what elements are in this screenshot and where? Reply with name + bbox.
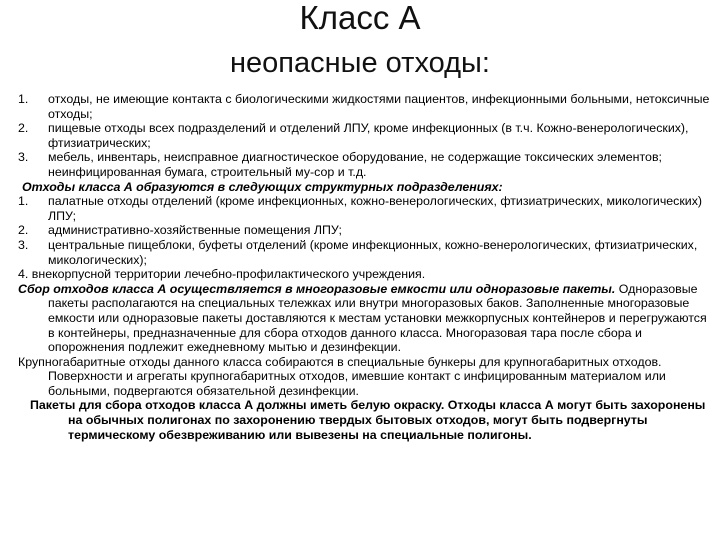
list-item	[18, 194, 712, 223]
sources-heading: Отходы класса А образуются в следующих структурных подразделениях:	[22, 179, 503, 194]
list-item-number: 3.	[18, 237, 29, 252]
slide-subtitle: неопасные отходы:	[230, 47, 490, 79]
list-item-text: административно-хозяйственные помещения ЛПУ;	[48, 223, 342, 238]
list-item-text: пищевые отходы всех подразделений и отделений ЛПУ, кроме инфекционных (в т.ч. Кожно-венерологических), фтизиатрических;	[48, 121, 689, 150]
slide-body	[18, 92, 712, 442]
list-item-text: центральные пищеблоки, буфеты отделений (кроме инфекционных, кожно-венерологических, фтизиатрических, микологических);	[48, 237, 698, 267]
list-item-number: 3.	[18, 150, 29, 165]
list-item-number: 2.	[18, 223, 29, 238]
list-item-text: отходы, не имеющие контакта с биологическими жидкостями пациентов, инфекционными больными, нетоксичные отходы;	[48, 92, 710, 121]
list-item	[18, 238, 712, 267]
collection-text: Одноразовые пакеты располагаются на специальных тележках или внутри многоразовых баков. Заполненные многоразовые емкости или одноразовые пакеты доставляются к местам установки межкорпусных контейнеров и перегружаются в контейнеры, предназначенные для сбора отходов данного класса. Многоразовая тара после сбора и опорожнения подлежит ежедневному мытью и дезинфекции.	[48, 281, 707, 355]
list-item-number: 2.	[18, 121, 29, 136]
list-item: 4. внекорпусной территории лечебно-профилактического учреждения.	[18, 267, 426, 282]
list-item-text: мебель, инвентарь, неисправное диагностическое оборудование, не содержащие токсических элементов; неинфицированная бумага, строительный му-сор и т.д.	[48, 150, 662, 179]
final-paragraph: Пакеты для сбора отходов класса А должны иметь белую окраску. Отходы класса А могут быть захоронены на обычных полигонах по захоронению твердых бытовых отходов, могут быть подвергнуты термическому обезвреживанию или вывезены на специальные полигоны.	[30, 398, 706, 442]
list-item	[18, 121, 712, 150]
list-item-number: 1.	[18, 92, 29, 106]
sources-list	[18, 194, 712, 282]
list-item	[18, 92, 712, 121]
collection-paragraph	[18, 282, 712, 355]
list-item-text: палатные отходы отделений (кроме инфекционных, кожно-венерологических, фтизиатрических, микологических) ЛПУ;	[48, 194, 703, 223]
bulky-waste-paragraph: Крупногабаритные отходы данного класса собираются в специальные бункеры для крупногабаритных отходов. Поверхности и агрегаты крупногабаритных отходов, имевшие контакт с инфицированным материалом или больными, подвергаются обязательной дезинфекции.	[18, 354, 666, 398]
slide-title: Класс А	[299, 0, 421, 36]
list-item	[18, 223, 712, 238]
list-item-number: 1.	[18, 194, 29, 209]
list-item	[18, 150, 712, 179]
collection-lead: Сбор отходов класса А осуществляется в многоразовые емкости или одноразовые пакеты.	[18, 281, 616, 296]
waste-types-list	[18, 92, 712, 180]
